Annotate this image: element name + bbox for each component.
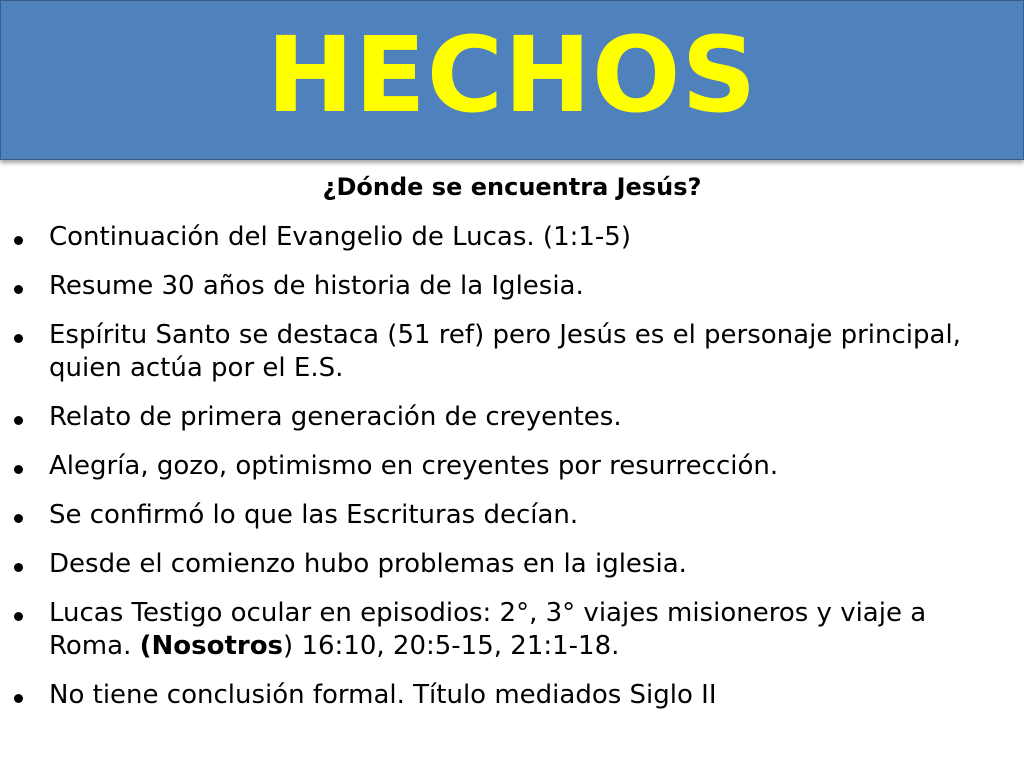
bullet-text: No tiene conclusión formal. Título mediados Siglo II — [49, 680, 717, 710]
bullet-icon — [14, 563, 23, 572]
bullet-icon — [14, 465, 23, 474]
bullet-item — [0, 679, 1000, 712]
bullet-icon — [14, 416, 23, 425]
bullet-text-before: Lucas Testigo ocular en episodios: 2°, 3° viajes misioneros y viaje a Roma. — [49, 598, 927, 661]
bullet-icon — [14, 236, 23, 245]
bullet-item — [0, 401, 1000, 434]
title-bar — [0, 0, 1024, 160]
bullet-text — [49, 598, 926, 661]
bullet-text: Espíritu Santo se destaca (51 ref) pero Jesús es el personaje principal, quien actúa por el E.S. — [49, 320, 961, 383]
bullet-item-lucas — [0, 597, 1000, 663]
bullet-item — [0, 499, 1000, 532]
bullet-text: Desde el comienzo hubo problemas en la iglesia. — [49, 549, 687, 579]
bullet-icon — [14, 334, 23, 343]
slide-subtitle: ¿Dónde se encuentra Jesús? — [322, 173, 702, 201]
bullet-item — [0, 548, 1000, 581]
bullet-icon — [14, 285, 23, 294]
bullet-item — [0, 221, 1000, 254]
slide-title: HECHOS — [266, 14, 758, 136]
bullet-list — [0, 221, 1000, 728]
bullet-text-after: ) 16:10, 20:5-15, 21:1-18. — [283, 631, 620, 661]
bullet-icon — [14, 694, 23, 703]
bullet-icon — [14, 612, 23, 621]
bullet-text: Resume 30 años de historia de la Iglesia. — [49, 271, 584, 301]
bullet-text: Se confirmó lo que las Escrituras decían. — [49, 500, 579, 530]
bullet-text: Continuación del Evangelio de Lucas. (1:1-5) — [49, 222, 631, 252]
bullet-text: Relato de primera generación de creyentes. — [49, 402, 622, 432]
paren-open: ( — [139, 631, 152, 661]
bullet-item — [0, 319, 1000, 385]
bullet-icon — [14, 514, 23, 523]
bullet-item — [0, 270, 1000, 303]
bold-nosotros: Nosotros — [151, 631, 284, 661]
bullet-text: Alegría, gozo, optimismo en creyentes por resurrección. — [49, 451, 779, 481]
bullet-item — [0, 450, 1000, 483]
